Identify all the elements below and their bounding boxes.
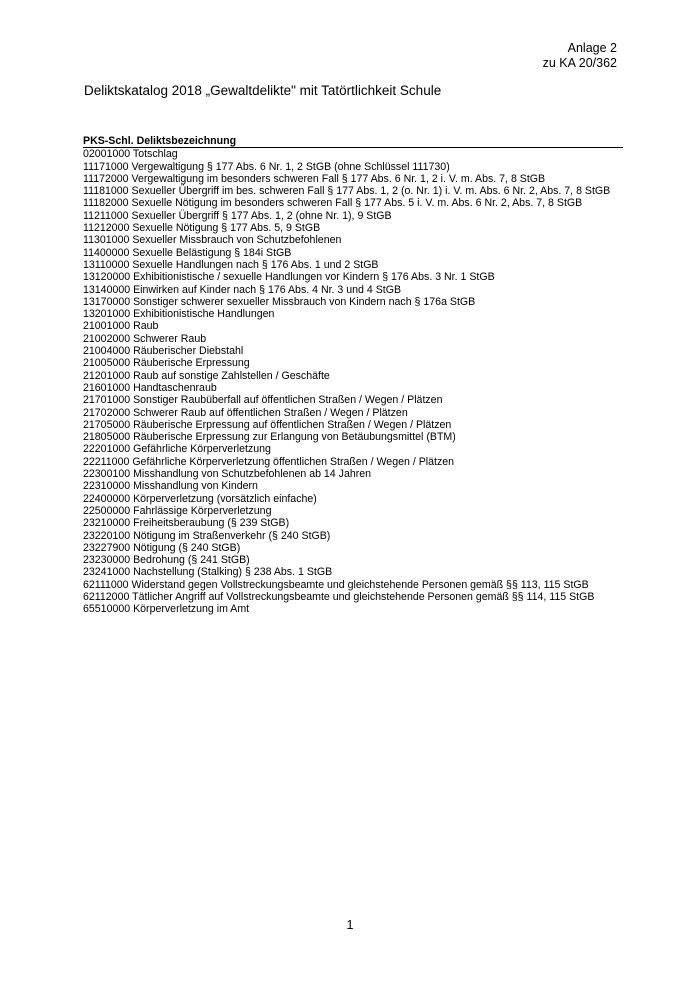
catalog-row [83, 370, 623, 382]
offense-description: Exhibitionistische / sexuelle Handlungen vor Kindern § 176 Abs. 3 Nr. 1 StGB [133, 271, 495, 284]
catalog-row [83, 271, 623, 283]
catalog-row [83, 517, 623, 529]
offense-description: Körperverletzung (vorsätzlich einfache) [133, 492, 317, 505]
offense-description: Fahrlässige Körperverletzung [133, 504, 272, 517]
catalog-column-header: PKS-Schl. Deliktsbezeichnung [83, 135, 623, 148]
offense-description: Sexuelle Handlungen nach § 176 Abs. 1 und 2 StGB [132, 258, 379, 271]
catalog-row [83, 333, 623, 345]
offense-code: 21702000 [83, 406, 131, 419]
offense-description: Raub auf sonstige Zahlstellen / Geschäfte [133, 369, 330, 382]
catalog-row [83, 308, 623, 320]
offense-description: Räuberische Erpressung auf öffentlichen Straßen / Wegen / Plätzen [133, 418, 452, 431]
catalog-row [83, 591, 623, 603]
offense-code: 21001000 [83, 320, 131, 333]
offense-code: 13170000 [83, 295, 131, 308]
offense-code: 22310000 [83, 480, 131, 493]
catalog-row [83, 210, 623, 222]
catalog-row [83, 443, 623, 455]
annex-label: Anlage 2 [567, 41, 617, 55]
offense-description: Raub [133, 320, 159, 333]
catalog-row [83, 407, 623, 419]
offense-description: Totschlag [132, 148, 178, 161]
offense-description: Sexuelle Belästigung § 184i StGB [132, 246, 292, 259]
offense-code: 23241000 [83, 566, 131, 579]
offense-code: 11301000 [83, 234, 130, 247]
offense-code: 22211000 [83, 455, 130, 468]
offense-description: Sexuelle Nötigung im besonders schweren Fall § 177 Abs. 5 i. V. m. Abs. 6 Nr. 2, Abs. 7, 8 StGB [131, 197, 583, 210]
page-number: 1 [346, 918, 354, 932]
offense-code: 23230000 [83, 554, 131, 567]
offense-description: Schwerer Raub auf öffentlichen Straßen / Wegen / Plätzen [133, 406, 408, 419]
catalog-row [83, 456, 623, 468]
catalog-row [83, 148, 623, 160]
offense-description: Handtaschenraub [133, 381, 217, 394]
offense-code: 21705000 [83, 418, 131, 431]
catalog-row [83, 222, 623, 234]
document-title: Deliktskatalog 2018 „Gewaltdelikte" mit Tatörtlichkeit Schule [84, 83, 442, 98]
catalog-list [83, 148, 623, 615]
offense-code: 11172000 [83, 172, 129, 185]
catalog-row [83, 284, 623, 296]
offense-code: 22400000 [83, 492, 131, 505]
offense-code: 11181000 [83, 185, 129, 198]
offense-description: Einwirken auf Kinder nach § 176 Abs. 4 Nr. 3 und 4 StGB [133, 283, 402, 296]
offense-description: Körperverletzung im Amt [133, 603, 250, 616]
offense-description: Bedrohung (§ 241 StGB) [133, 554, 250, 567]
catalog-row [83, 419, 623, 431]
offense-code: 21004000 [83, 345, 131, 358]
offense-description: Gefährliche Körperverletzung öffentlichen Straßen / Wegen / Plätzen [132, 455, 455, 468]
offense-description: Räuberische Erpressung zur Erlangung von Betäubungsmittel (BTM) [133, 431, 456, 444]
offense-description: Nötigung (§ 240 StGB) [133, 541, 241, 554]
catalog-row [83, 566, 623, 578]
catalog-row [83, 579, 623, 591]
catalog-row [83, 382, 623, 394]
offense-description: Sonstiger schwerer sexueller Missbrauch von Kindern nach § 176a StGB [133, 295, 476, 308]
offense-code: 21701000 [83, 394, 131, 407]
offense-description: Sexuelle Nötigung § 177 Abs. 5, 9 StGB [132, 222, 321, 235]
offense-code: 21805000 [83, 431, 131, 444]
document-reference-block [543, 41, 617, 71]
offense-code: 21005000 [83, 357, 131, 370]
offense-code: 13120000 [83, 271, 131, 284]
offense-code: 13201000 [83, 308, 131, 321]
catalog-row [83, 468, 623, 480]
offense-description: Vergewaltigung § 177 Abs. 6 Nr. 1, 2 StGB (ohne Schlüssel 111730) [131, 160, 450, 173]
offense-code: 23210000 [83, 517, 131, 530]
catalog-row [83, 345, 623, 357]
catalog-row [83, 493, 623, 505]
catalog-row [83, 603, 623, 615]
offense-description: Gefährliche Körperverletzung [133, 443, 271, 456]
offense-code: 11212000 [83, 222, 130, 235]
offense-description: Räuberischer Diebstahl [133, 345, 244, 358]
offense-description: Räuberische Erpressung [133, 357, 250, 370]
catalog-row [83, 320, 623, 332]
offense-description: Nötigung im Straßenverkehr (§ 240 StGB) [133, 529, 331, 542]
offense-description: Vergewaltigung im besonders schweren Fall § 177 Abs. 6 Nr. 1, 2 i. V. m. Abs. 7, 8 StGB [131, 172, 546, 185]
catalog-row [83, 234, 623, 246]
offense-code: 62112000 [83, 590, 130, 603]
offense-code: 11211000 [83, 209, 129, 222]
offense-description: Misshandlung von Kindern [133, 480, 258, 493]
offense-code: 22300100 [83, 468, 131, 481]
catalog-row [83, 259, 623, 271]
offense-code: 21201000 [83, 369, 131, 382]
offense-code: 62111000 [83, 578, 129, 591]
catalog-row [83, 480, 623, 492]
offense-code: 21002000 [83, 332, 131, 345]
offense-code: 22500000 [83, 504, 131, 517]
offense-description: Sonstiger Raubüberfall auf öffentlichen Straßen / Wegen / Plätzen [133, 394, 443, 407]
offense-code: 65510000 [83, 603, 131, 616]
offense-code: 02001000 [83, 148, 131, 161]
offense-code: 22201000 [83, 443, 131, 456]
catalog-row [83, 505, 623, 517]
catalog-row [83, 296, 623, 308]
catalog-row [83, 554, 623, 566]
offense-description: Misshandlung von Schutzbefohlenen ab 14 Jahren [133, 468, 372, 481]
offense-description: Freiheitsberaubung (§ 239 StGB) [133, 517, 290, 530]
offense-code: 13110000 [83, 258, 130, 271]
catalog-row [83, 197, 623, 209]
offense-description: Sexueller Missbrauch von Schutzbefohlenen [132, 234, 342, 247]
offense-description: Schwerer Raub [133, 332, 207, 345]
catalog-row [83, 173, 623, 185]
offense-description: Sexueller Übergriff § 177 Abs. 1, 2 (ohne Nr. 1), 9 StGB [131, 209, 392, 222]
offense-code: 13140000 [83, 283, 131, 296]
catalog-row [83, 357, 623, 369]
offense-code: 23227900 [83, 541, 131, 554]
catalog-row [83, 530, 623, 542]
offense-description: Exhibitionistische Handlungen [133, 308, 275, 321]
catalog-row [83, 247, 623, 259]
offense-description: Nachstellung (Stalking) § 238 Abs. 1 StGB [133, 566, 333, 579]
offense-code: 11400000 [83, 246, 130, 259]
offense-code: 11182000 [83, 197, 129, 210]
offense-catalog [83, 135, 623, 616]
catalog-row [83, 394, 623, 406]
offense-description: Tätlicher Angriff auf Vollstreckungsbeamte und gleichstehende Personen gemäß §§ 114, 115 StGB [132, 590, 595, 603]
offense-code: 21601000 [83, 381, 131, 394]
offense-code: 23220100 [83, 529, 131, 542]
catalog-row [83, 161, 623, 173]
catalog-row [83, 185, 623, 197]
reference-number: zu KA 20/362 [542, 56, 617, 70]
catalog-row [83, 431, 623, 443]
catalog-row [83, 542, 623, 554]
offense-code: 11171000 [83, 160, 129, 173]
offense-description: Widerstand gegen Vollstreckungsbeamte und gleichstehende Personen gemäß §§ 113, 115 StGB [131, 578, 589, 591]
offense-description: Sexueller Übergriff im bes. schweren Fall § 177 Abs. 1, 2 (o. Nr. 1) i. V. m. Abs. 6 Nr. 2, Abs. 7, 8 StGB [131, 185, 611, 198]
